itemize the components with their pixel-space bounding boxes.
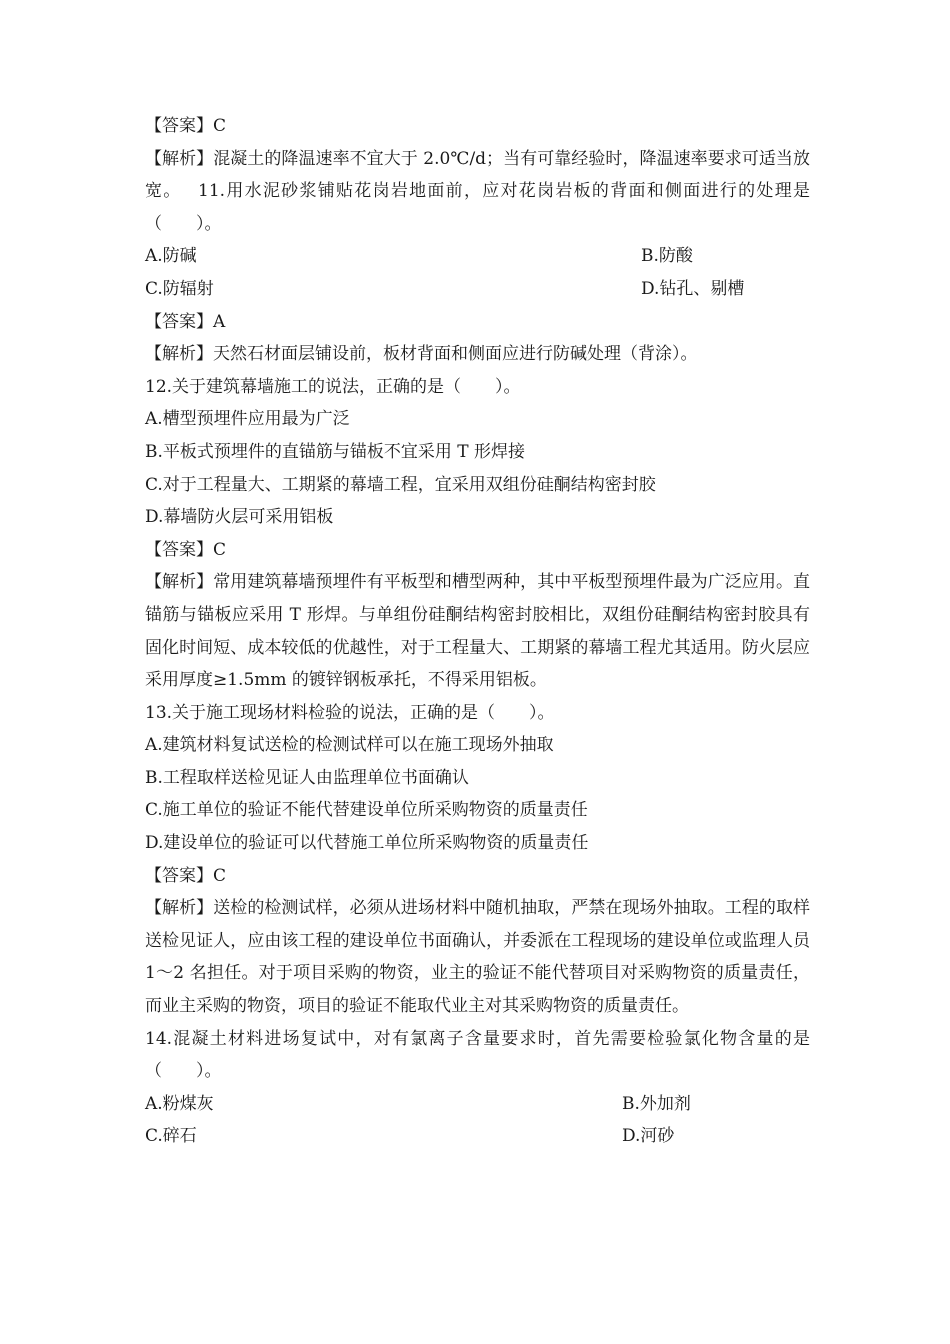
q12-option-b: B.平板式预埋件的直锚筋与锚板不宜采用 T 形焊接 <box>145 441 526 462</box>
q14-option-d: D.河砂 <box>622 1126 675 1147</box>
q13-analysis: 【解析】送检的检测试样，必须从进场材料中随机抽取，严禁在现场外抽取。工程的取样送检见证人，应由该工程的建设单位书面确认，并委派在工程现场的建设单位或监理人员 1～2 名担任。对于项目采购的物资，业主的验证不能代替项目对采购物资的质量责任，而业主采购的物资，项目的验证不能取代业主对其采购物资的质量责任。 <box>145 898 810 1017</box>
q13-stem: 13.关于施工现场材料检验的说法，正确的是（ ）。 <box>145 702 555 723</box>
q11-option-c: C.防辐射 <box>145 278 214 299</box>
document-page <box>145 110 810 1153</box>
q10-answer: 【答案】C <box>145 116 227 136</box>
q11-option-d: D.钻孔、剔槽 <box>641 278 745 299</box>
q13-option-b: B.工程取样送检见证人由监理单位书面确认 <box>145 767 469 788</box>
q11-option-b: B.防酸 <box>641 246 693 267</box>
q14-options-row-2 <box>145 1120 810 1153</box>
q12-option-d: D.幕墙防火层可采用铝板 <box>145 507 334 528</box>
q11-answer: 【答案】A <box>145 311 226 332</box>
q11-option-a: A.防碱 <box>145 246 197 267</box>
q11-options-row-1 <box>145 240 810 273</box>
q14-option-b: B.外加剂 <box>622 1093 691 1114</box>
q12-analysis: 【解析】常用建筑幕墙预埋件有平板型和槽型两种，其中平板型预埋件最为广泛应用。直锚筋与锚板应采用 T 形焊。与单组份硅酮结构密封胶相比，双组份硅酮结构密封胶具有固化时间短、成本较低的优越性，对于工程量大、工期紧的幕墙工程尤其适用。防火层应采用厚度≥1.5mm 的镀锌钢板承托，不得采用铝板。 <box>145 572 810 691</box>
q10-analysis: 【解析】混凝土的降温速率不宜大于 2.0℃/d；当有可靠经验时，降温速率要求可适当放宽。 11.用水泥砂浆铺贴花岗岩地面前，应对花岗岩板的背面和侧面进行的处理是（ ）。 <box>145 148 810 234</box>
q14-stem: 14.混凝土材料进场复试中，对有氯离子含量要求时，首先需要检验氯化物含量的是（ ）。 <box>145 1028 810 1082</box>
q11-analysis: 【解析】天然石材面层铺设前，板材背面和侧面应进行防碱处理（背涂）。 <box>145 344 698 365</box>
q12-option-a: A.槽型预埋件应用最为广泛 <box>145 409 350 430</box>
q14-options-row-1 <box>145 1088 810 1121</box>
q12-stem: 12.关于建筑幕墙施工的说法，正确的是（ ）。 <box>145 376 521 397</box>
q13-option-c: C.施工单位的验证不能代替建设单位所采购物资的质量责任 <box>145 800 588 821</box>
q13-option-a: A.建筑材料复试送检的检测试样可以在施工现场外抽取 <box>145 735 554 756</box>
q12-option-c: C.对于工程量大、工期紧的幕墙工程，宜采用双组份硅酮结构密封胶 <box>145 474 656 495</box>
q12-answer: 【答案】C <box>145 539 227 560</box>
q13-option-d: D.建设单位的验证可以代替施工单位所采购物资的质量责任 <box>145 833 589 854</box>
q11-options-row-2 <box>145 273 810 306</box>
q13-answer: 【答案】C <box>145 865 227 886</box>
q14-option-c: C.碎石 <box>145 1126 197 1147</box>
q14-option-a: A.粉煤灰 <box>145 1093 214 1114</box>
